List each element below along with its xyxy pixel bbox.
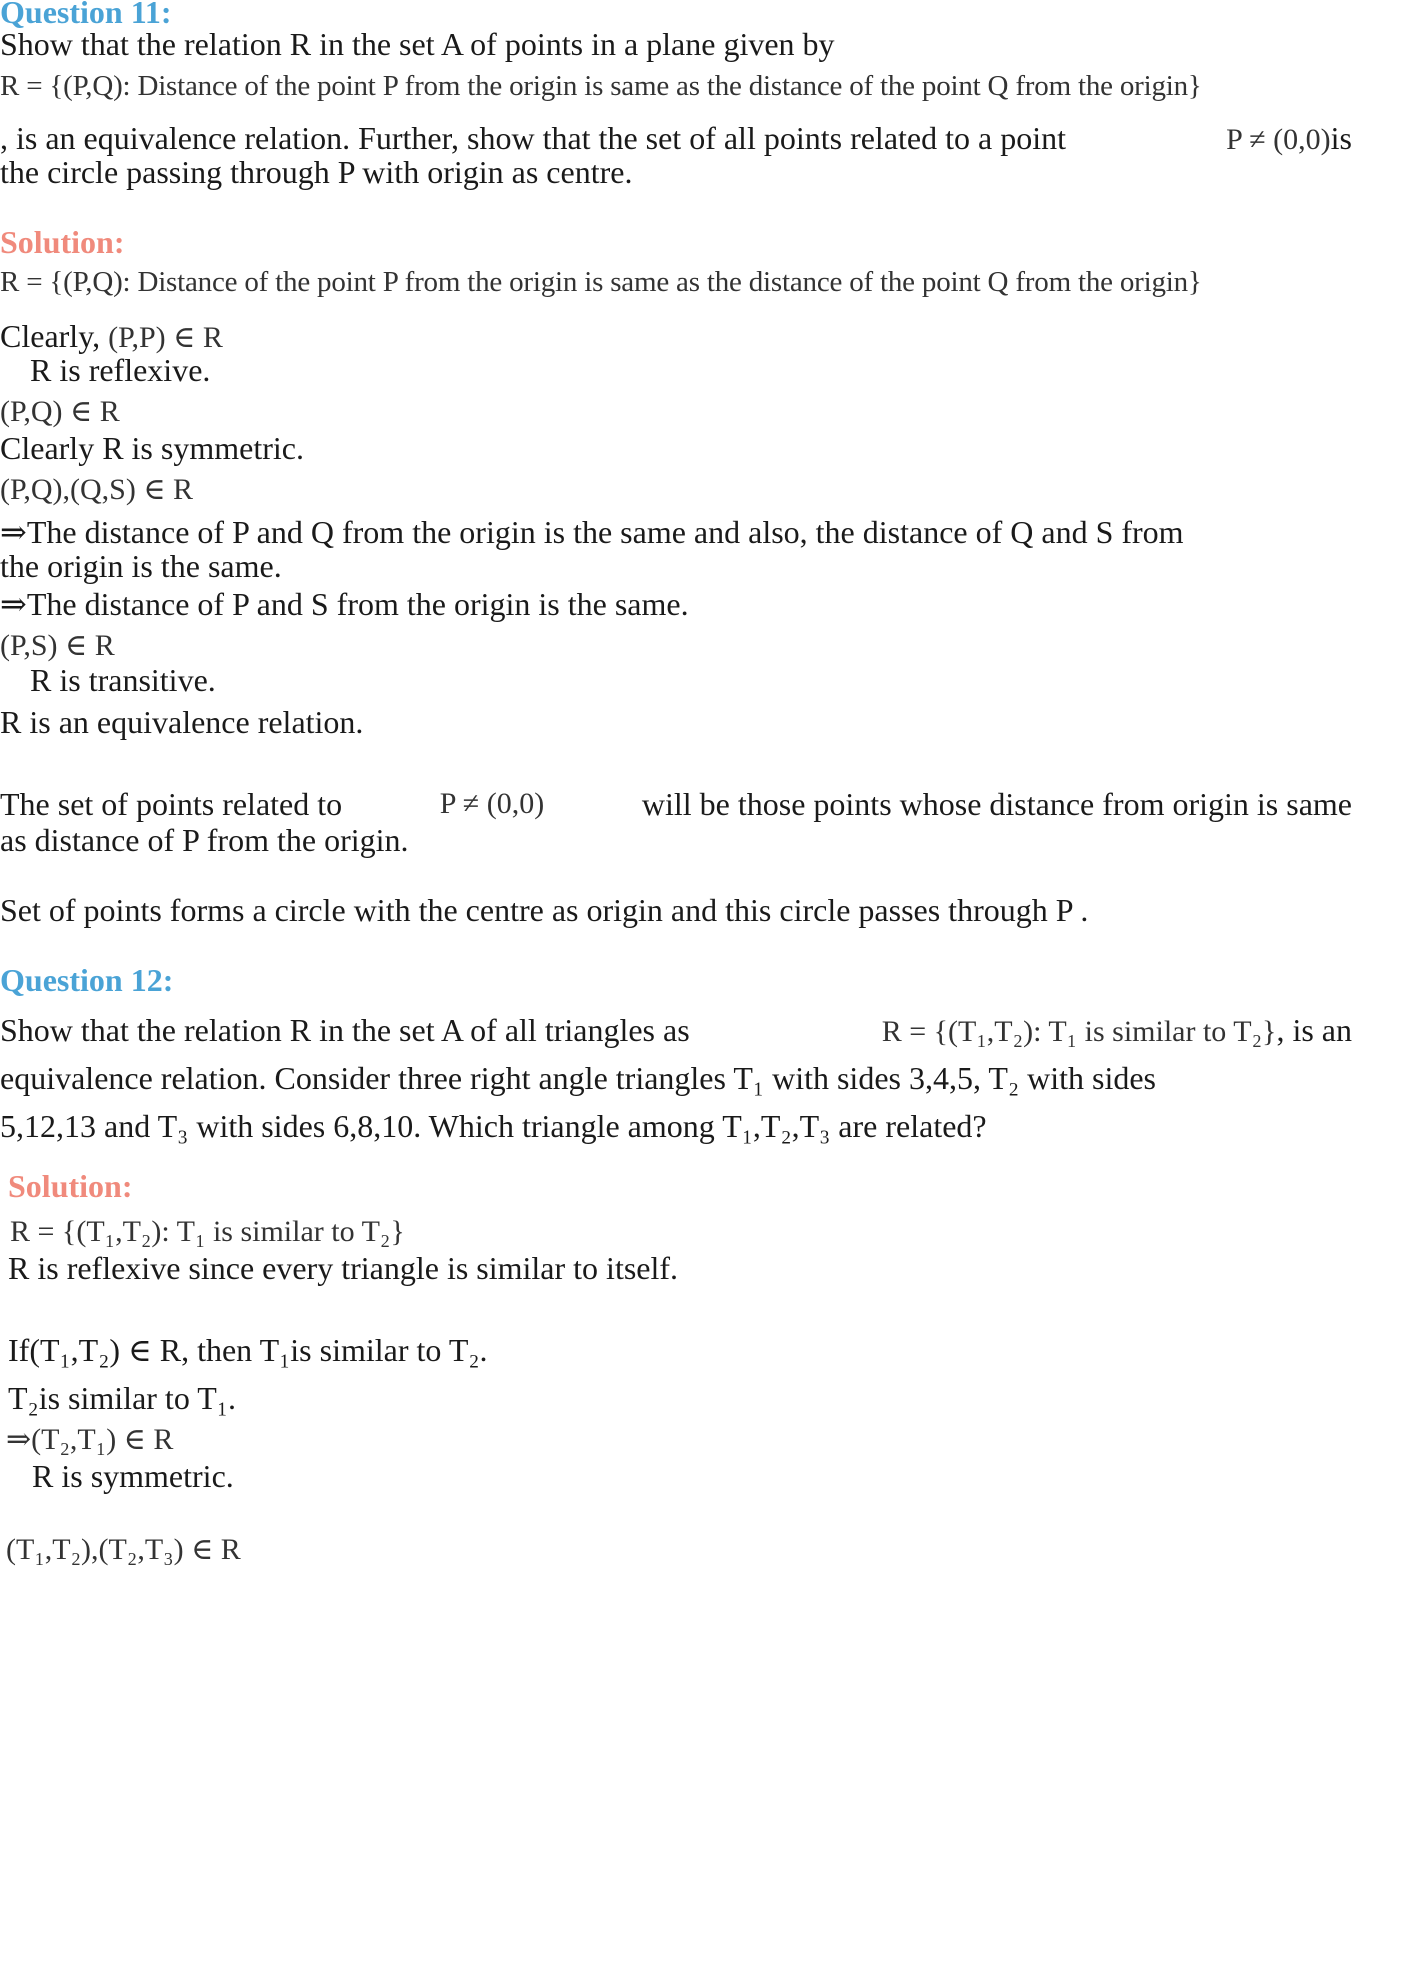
q12-relation: R = {(T₁,T₂): T₁ is similar to T₂} [881,1015,1277,1048]
q11-point-condition: P ≠ (0,0) [1226,123,1331,156]
q12-text-line3: 5,12,13 and T₃ with sides 6,8,10. Which triangle among T₁,T₂,T₃ are related? [0,1108,987,1144]
s11-distance-line2: ⇒The distance of P and S from the origin is the same. [0,586,689,622]
s12-if-line: If(T₁,T₂) ∈ R, then T₁is similar to T₂. [8,1332,488,1368]
s11-pqqs-math: (P,Q),(Q,S) ∈ R [0,473,194,506]
q12-text-line2 [0,1058,1352,1098]
q12-text-line1b: , is an [1276,1012,1352,1048]
solution-12-heading: Solution: [8,1168,133,1204]
s11-set-line1a: The set of points related to [0,786,343,822]
s11-set-line1b: will be those points whose distance from origin is same [641,786,1352,822]
s11-symmetric: Clearly R is symmetric. [0,430,304,466]
s11-set-condition: P ≠ (0,0) [439,787,545,820]
q11-text-line3a: , is an equivalence relation. Further, show that the set of all points related to a point [0,120,1066,156]
q11-text-line1: Show that the relation R in the set A of points in a plane given by [0,26,835,62]
s11-distance-line1b: the origin is the same. [0,548,282,584]
q11-text-line3b: is [1330,120,1352,156]
s11-reflexive-math: (P,P) ∈ R [108,321,223,354]
s11-ps-math: (P,S) ∈ R [0,629,115,662]
q12-text-line2-text: equivalence relation. Consider three right angle triangles T₁ with sides 3,4,5, T₂ with sides [0,1060,1156,1096]
q12-text-line1 [0,1010,1352,1052]
s11-set-line2: as distance of P from the origin. [0,822,409,858]
s12-similar: T₂is similar to T₁. [8,1380,236,1416]
solution-11-heading: Solution: [0,224,125,260]
s11-reflexive: R is reflexive. [30,352,211,388]
s12-implies-math: ⇒(T₂,T₁) ∈ R [6,1423,174,1456]
s11-relation: R = {(P,Q): Distance of the point P from the origin is same as the distance of the point Q from the origin} [0,266,1202,298]
q11-text-line4: the circle passing through P with origin as centre. [0,154,633,190]
q12-text-line1a: Show that the relation R in the set A of all triangles as [0,1012,690,1048]
s12-symmetric: R is symmetric. [32,1458,234,1494]
s12-last-math: (T₁,T₂),(T₂,T₃) ∈ R [6,1533,241,1566]
s12-reflexive: R is reflexive since every triangle is similar to itself. [8,1250,679,1286]
question-12-heading: Question 12: [0,962,174,998]
s11-equivalence: R is an equivalence relation. [0,704,364,740]
question-11-heading: Question 11: [0,0,172,30]
q11-relation: R = {(P,Q): Distance of the point P from the origin is same as the distance of the point Q from the origin} [0,70,1202,102]
s11-set-line3: Set of points forms a circle with the centre as origin and this circle passes through P . [0,892,1089,928]
s11-pq-math: (P,Q) ∈ R [0,395,120,428]
s11-distance-line1-text: ⇒The distance of P and Q from the origin is the same and also, the distance of Q and S from [0,514,1184,550]
s11-clearly: Clearly, [0,318,101,354]
s11-set-line1 [0,784,1352,824]
s12-relation: R = {(T₁,T₂): T₁ is similar to T₂} [10,1215,405,1248]
s11-transitive: R is transitive. [30,662,216,698]
